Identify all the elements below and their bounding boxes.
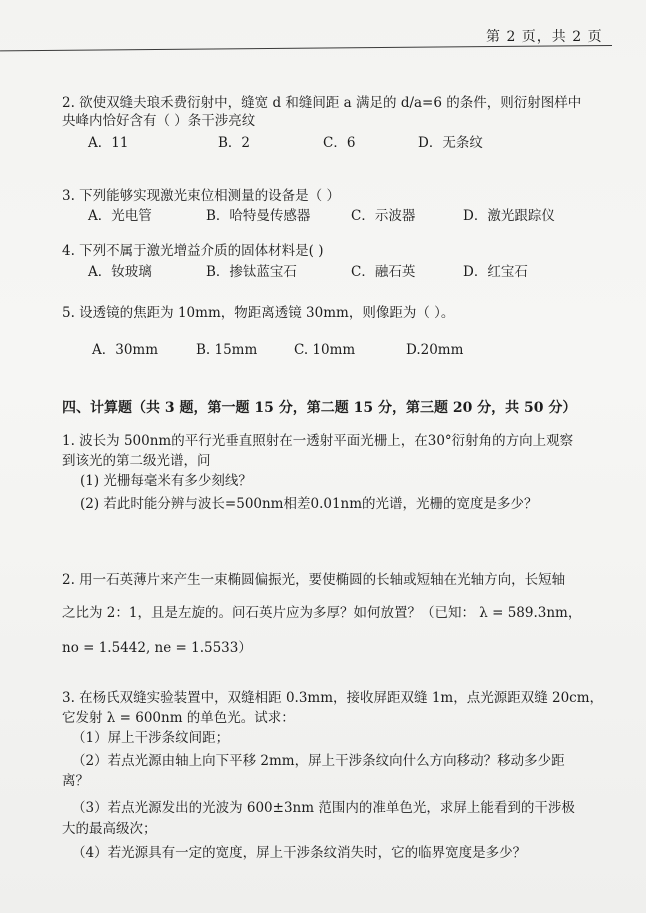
q2-option-b: B．2 <box>218 135 251 151</box>
calc-q1-sub-1: (1) 光栅每毫米有多少刻线？ <box>80 473 252 489</box>
q2-option-d: D．无条纹 <box>418 135 483 151</box>
calc-q3-sub-2: （2）若点光源由轴上向下平移 2mm，屏上干涉条纹向什么方向移动？移动多少距 <box>72 753 565 769</box>
q5-option-d: D.20mm <box>406 342 464 358</box>
calc-q3-sub-3-cont: 大的最高级次； <box>62 821 157 837</box>
q4-option-b: B．掺钛蓝宝石 <box>206 264 297 280</box>
q3-stem: 3. 下列能够实现激光束位相测量的设备是（ ） <box>62 188 340 204</box>
q2-stem-line-1: 2. 欲使双缝夫琅禾费衍射中，缝宽 d 和缝间距 a 满足的 d/a=6 的条件，则衍射图样中 <box>62 95 582 111</box>
calc-q1-sub-2: (2) 若此时能分辨与波长=500nm相差0.01nm的光谱，光栅的宽度是多少？ <box>80 496 538 512</box>
q5-option-c: C. 10mm <box>294 342 356 358</box>
q3-option-d: D．激光跟踪仪 <box>463 208 555 224</box>
q3-option-c: C．示波器 <box>351 208 416 224</box>
q4-option-d: D．红宝石 <box>463 264 528 280</box>
q4-stem: 4. 下列不属于激光增益介质的固体材料是( ) <box>62 243 324 259</box>
page-number: 第 2 页，共 2 页 <box>486 29 603 45</box>
q5-option-a: A．30mm <box>92 342 159 358</box>
q4-option-c: C．融石英 <box>351 264 416 280</box>
calc-q3-sub-3: （3）若点光源发出的光波为 600±3nm 范围内的准单色光，求屏上能看到的干涉极 <box>72 800 575 816</box>
q3-option-b: B．哈特曼传感器 <box>206 208 311 224</box>
calc-q1-line-2: 到该光的第二级光谱，问 <box>62 453 211 469</box>
q5-option-b: B. 15mm <box>196 342 258 358</box>
q2-stem-line-2: 央峰内恰好含有（ ）条干涉亮纹 <box>62 113 256 129</box>
q5-stem: 5. 设透镜的焦距为 10mm，物距离透镜 30mm，则像距为（ ）。 <box>62 305 455 321</box>
q2-option-c: C．6 <box>323 135 356 151</box>
calc-q2-line-3: no = 1.5442, ne = 1.5533） <box>62 640 252 656</box>
calc-q2-line-2: 之比为 2：1，且是左旋的。问石英片应为多厚？如何放置？（已知： λ = 589.3nm， <box>62 605 582 621</box>
calc-q2-line-1: 2. 用一石英薄片来产生一束椭圆偏振光，要使椭圆的长轴或短轴在光轴方向，长短轴 <box>62 572 566 588</box>
calc-q3-line-2: 它发射 λ = 600nm 的单色光。试求： <box>62 710 295 726</box>
calc-q3-sub-4: （4）若光源具有一定的宽度，屏上干涉条纹消失时，它的临界宽度是多少？ <box>72 845 527 861</box>
q2-option-a: A．11 <box>88 135 129 151</box>
section-title: 四、计算题（共 3 题，第一题 15 分，第二题 15 分，第三题 20 分，共 50 分） <box>62 400 577 416</box>
header-rule <box>0 45 612 51</box>
calc-q3-sub-1: （1）屏上干涉条纹间距； <box>72 730 230 746</box>
calc-q3-sub-2-cont: 离？ <box>62 773 89 789</box>
calc-q3-line-1: 3. 在杨氏双缝实验装置中，双缝相距 0.3mm，接收屏距双缝 1m，点光源距双缝 20cm， <box>62 690 604 706</box>
q3-option-a: A．光电管 <box>88 208 152 224</box>
q4-option-a: A．钕玻璃 <box>88 264 152 280</box>
calc-q1-line-1: 1. 波长为 500nm的平行光垂直照射在一透射平面光栅上，在30°衍射角的方向上观察 <box>62 433 574 449</box>
